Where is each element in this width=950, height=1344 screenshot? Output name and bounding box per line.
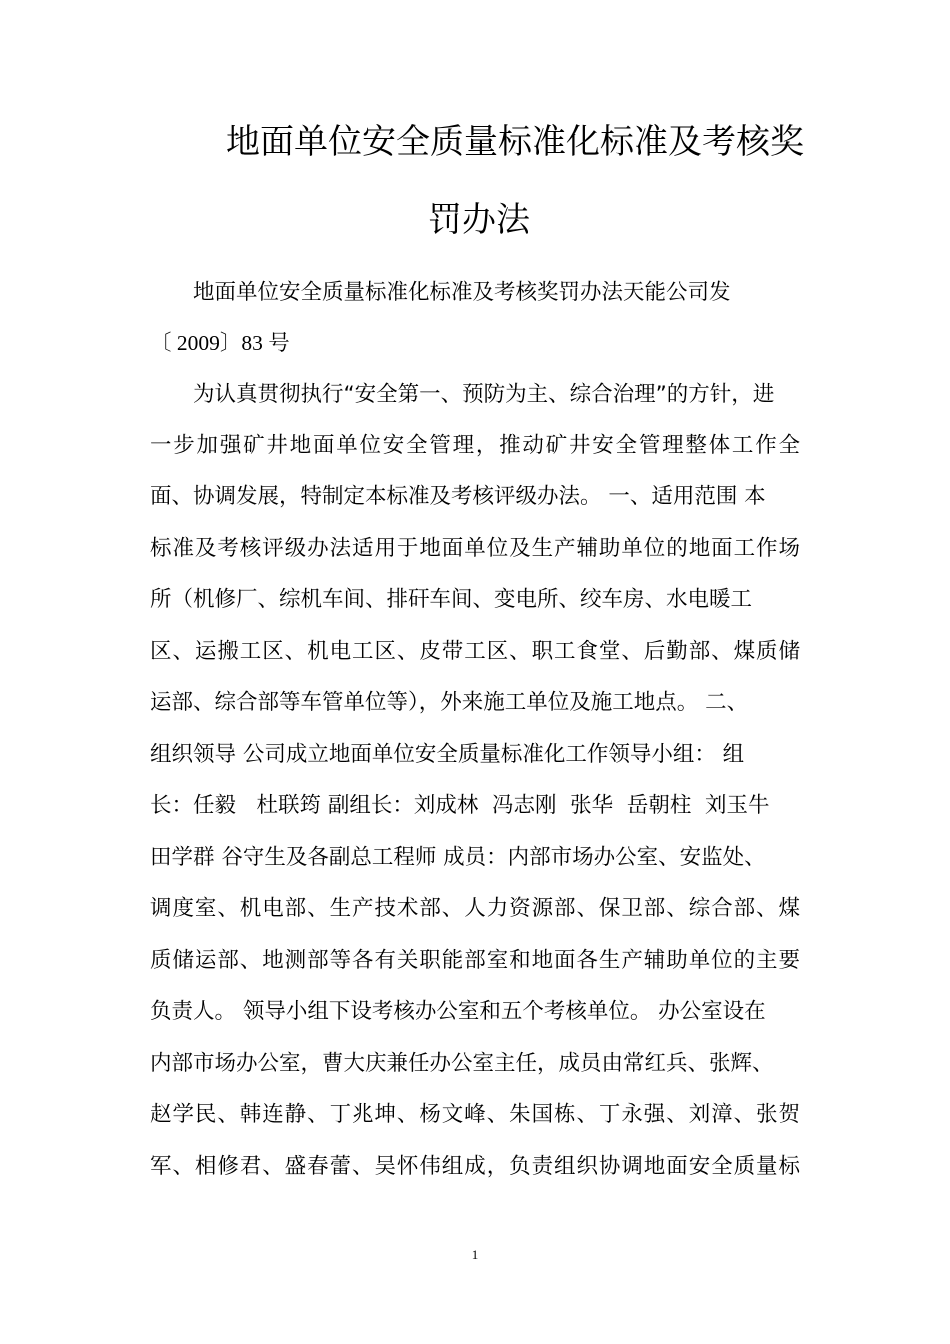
body-line: 内部市场办公室，曹大庆兼任办公室主任，成员由常红兵、张辉、 bbox=[150, 1051, 774, 1076]
body-line: 调度室、机电部、生产技术部、人力资源部、保卫部、综合部、煤 bbox=[150, 896, 800, 921]
body-line: 标准及考核评级办法适用于地面单位及生产辅助单位的地面工作场 bbox=[150, 536, 800, 561]
body-line: 为认真贯彻执行“安全第一、预防为主、综合治理”的方针，进 bbox=[193, 382, 775, 407]
body-line: 一步加强矿井地面单位安全管理，推动矿井安全管理整体工作全 bbox=[150, 433, 800, 458]
body-line: 赵学民、韩连静、丁兆坤、杨文峰、朱国栋、丁永强、刘漳、张贺 bbox=[150, 1102, 800, 1127]
body-line: 组织领导 公司成立地面单位安全质量标准化工作领导小组： 组 bbox=[150, 742, 745, 767]
subtitle-line-1: 地面单位安全质量标准化标准及考核奖罚办法天能公司发 bbox=[193, 280, 731, 305]
document-title-line-2: 罚办法 bbox=[428, 200, 530, 240]
body-line: 负责人。 领导小组下设考核办公室和五个考核单位。 办公室设在 bbox=[150, 999, 766, 1024]
body-line: 区、运搬工区、机电工区、皮带工区、职工食堂、后勤部、煤质储 bbox=[150, 639, 800, 664]
page-number: 1 bbox=[471, 1247, 479, 1262]
document-number: 〔 2009〕83 号 bbox=[150, 331, 290, 355]
body-line: 长：任毅 杜联筠 副组长：刘成林 冯志刚 张华 岳朝柱 刘玉牛 bbox=[150, 793, 770, 818]
document-title-line-1: 地面单位安全质量标准化标准及考核奖 bbox=[226, 122, 804, 162]
body-line: 田学群 谷守生及各副总工程师 成员：内部市场办公室、安监处、 bbox=[150, 845, 766, 870]
body-line: 面、协调发展，特制定本标准及考核评级办法。 一、适用范围 本 bbox=[150, 484, 766, 509]
body-line: 军、相修君、盛春蕾、吴怀伟组成，负责组织协调地面安全质量标 bbox=[150, 1154, 800, 1179]
body-line: 所（机修厂、综机车间、排矸车间、变电所、绞车房、水电暖工 bbox=[150, 587, 753, 612]
body-line: 质储运部、地测部等各有关职能部室和地面各生产辅助单位的主要 bbox=[150, 948, 800, 973]
body-line: 运部、综合部等车管单位等），外来施工单位及施工地点。 二、 bbox=[150, 690, 749, 715]
